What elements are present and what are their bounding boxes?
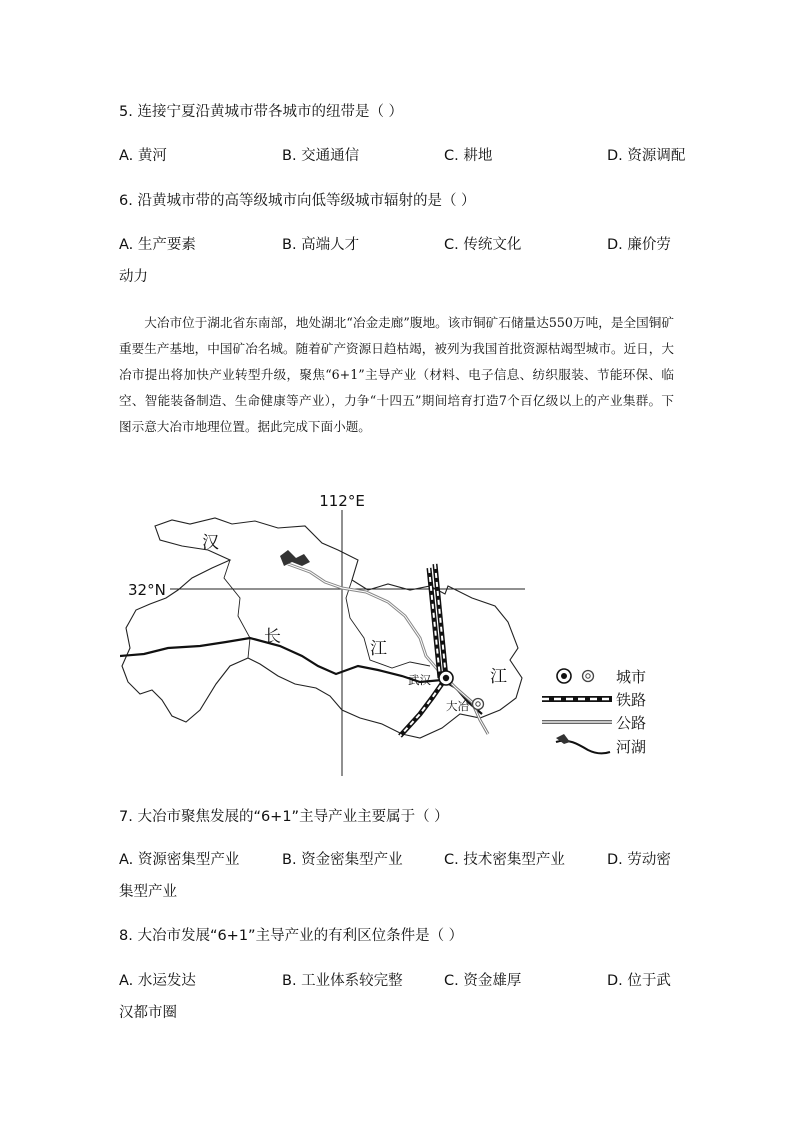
river-char-jiang-2: 江 xyxy=(490,667,507,687)
q5-option-d: D. 资源调配 xyxy=(607,148,686,164)
q7-option-a: A. 资源密集型产业 xyxy=(119,852,240,868)
daye-city-marker xyxy=(473,699,484,710)
q6-option-d: D. 廉价劳 xyxy=(607,237,671,253)
question-5-stem: 5. 连接宁夏沿黄城市带各城市的纽带是（ ） xyxy=(119,104,404,120)
q8-option-d: D. 位于武 xyxy=(607,973,671,989)
q7-option-d-continued: 集型产业 xyxy=(119,884,177,900)
river-char-chang: 长 xyxy=(264,627,281,647)
q7-option-d: D. 劳动密 xyxy=(607,852,671,868)
question-7-stem: 7. 大冶市聚焦发展的“6+1”主导产业主要属于（ ） xyxy=(119,809,449,825)
legend-river-lake-label: 河湖 xyxy=(616,738,647,756)
q6-option-b: B. 高端人才 xyxy=(282,237,360,253)
q8-option-c: C. 资金雄厚 xyxy=(444,973,522,989)
latitude-label: 32°N xyxy=(128,581,166,599)
q7-option-c: C. 技术密集型产业 xyxy=(444,852,565,868)
city-label-daye: 大冶 xyxy=(446,699,469,713)
q6-option-a: A. 生产要素 xyxy=(119,237,196,253)
location-map xyxy=(120,488,660,778)
legend-highway-label: 公路 xyxy=(616,714,647,732)
q7-option-b: B. 资金密集型产业 xyxy=(282,852,403,868)
q5-option-a: A. 黄河 xyxy=(119,148,167,164)
q8-option-a: A. 水运发达 xyxy=(119,973,196,989)
legend-city-label: 城市 xyxy=(616,668,647,686)
q6-option-d-continued: 动力 xyxy=(119,269,148,285)
longitude-label: 112°E xyxy=(319,492,365,510)
q6-option-c: C. 传统文化 xyxy=(444,237,522,253)
legend-railway-label: 铁路 xyxy=(616,691,647,709)
river-char-jiang-1: 江 xyxy=(370,639,387,659)
map-legend xyxy=(542,668,646,756)
legend-city-icon xyxy=(583,671,594,682)
q8-option-b: B. 工业体系较完整 xyxy=(282,973,403,989)
inner-boundary xyxy=(224,560,250,658)
question-6-stem: 6. 沿黄城市带的高等级城市向低等级城市辐射的是（ ） xyxy=(119,193,476,209)
city-label-wuhan: 武汉 xyxy=(408,673,431,687)
question-8-stem: 8. 大冶市发展“6+1”主导产业的有利区位条件是（ ） xyxy=(119,928,464,944)
q5-option-b: B. 交通通信 xyxy=(282,148,360,164)
reading-passage: 大冶市位于湖北省东南部，地处湖北“冶金走廊”腹地。该市铜矿石储量达550万吨，是全国铜矿重要生产基地，中国矿冶名城。随着矿产资源日趋枯竭，被列为我国首批资源枯竭型城市。近日，大冶市提出将加快产业转型升级，聚焦“6+1”主导产业（材料、电子信息、纺织服装、节能环保、临空、智能装备制造、生命健康等产业），力争“十四五”期间培育打造7个百亿级以上的产业集群。下图示意大冶市地理位置。据此完成下面小题。 xyxy=(119,315,674,434)
q5-option-c: C. 耕地 xyxy=(444,148,493,164)
q8-option-d-continued: 汉都市圈 xyxy=(119,1005,177,1021)
inner-boundary xyxy=(346,580,430,668)
river-char-han: 汉 xyxy=(202,533,219,553)
lake-icon xyxy=(280,550,310,566)
